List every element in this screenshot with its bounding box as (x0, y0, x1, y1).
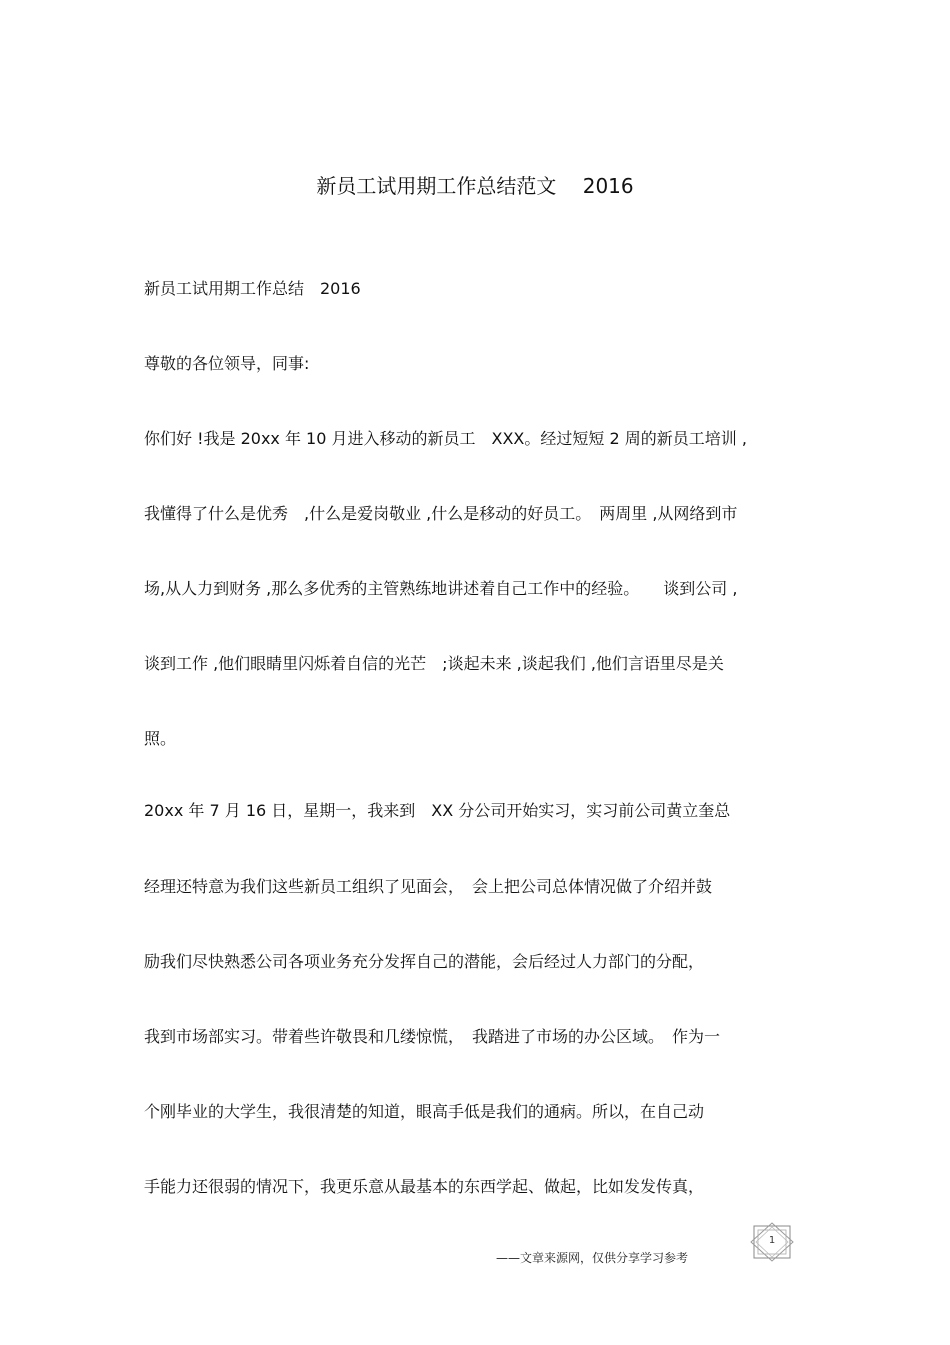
body-line: 照。 (144, 729, 177, 748)
document-title: 新员工试用期工作总结范文 2016 (316, 174, 634, 198)
body-line: 20xx 年 7 月 16 日，星期一，我来到 XX 分公司开始实习，实习前公司黄立奎总 (144, 801, 731, 820)
body-line: 个刚毕业的大学生，我很清楚的知道，眼高手低是我们的通病。所以，在自己动 (144, 1102, 705, 1121)
body-line: 我到市场部实习。带着些许敬畏和几缕惊慌， 我踏进了市场的办公区域。 作为一 (144, 1027, 721, 1046)
body-line: 我懂得了什么是优秀 ,什么是爱岗敬业 ,什么是移动的好员工。 两周里 ,从网络到市 (144, 504, 738, 523)
body-line: 手能力还很弱的情况下，我更乐意从最基本的东西学起、做起，比如发发传真， (144, 1177, 705, 1196)
body-line: 你们好 !我是 20xx 年 10 月进入移动的新员工 XXX。经过短短 2 周的新员工培训 , (144, 429, 747, 448)
body-line: 尊敬的各位领导，同事: (144, 354, 310, 373)
body-line: 谈到工作 ,他们眼睛里闪烁着自信的光芒 ;谈起未来 ,谈起我们 ,他们言语里尽是关 (144, 654, 724, 673)
body-line: 新员工试用期工作总结 2016 (144, 279, 361, 298)
page-badge (748, 1222, 796, 1262)
body-line: 经理还特意为我们这些新员工组织了见面会， 会上把公司总体情况做了介绍并鼓 (144, 877, 713, 896)
body-line: 励我们尽快熟悉公司各项业务充分发挥自己的潜能，会后经过人力部门的分配， (144, 952, 705, 971)
footer-source-note: ——文章来源网，仅供分享学习参考 (496, 1251, 689, 1265)
page-number: 1 (768, 1235, 776, 1246)
body-line: 场,从人力到财务 ,那么多优秀的主管熟练地讲述着自己工作中的经验。 谈到公司 , (144, 579, 738, 598)
